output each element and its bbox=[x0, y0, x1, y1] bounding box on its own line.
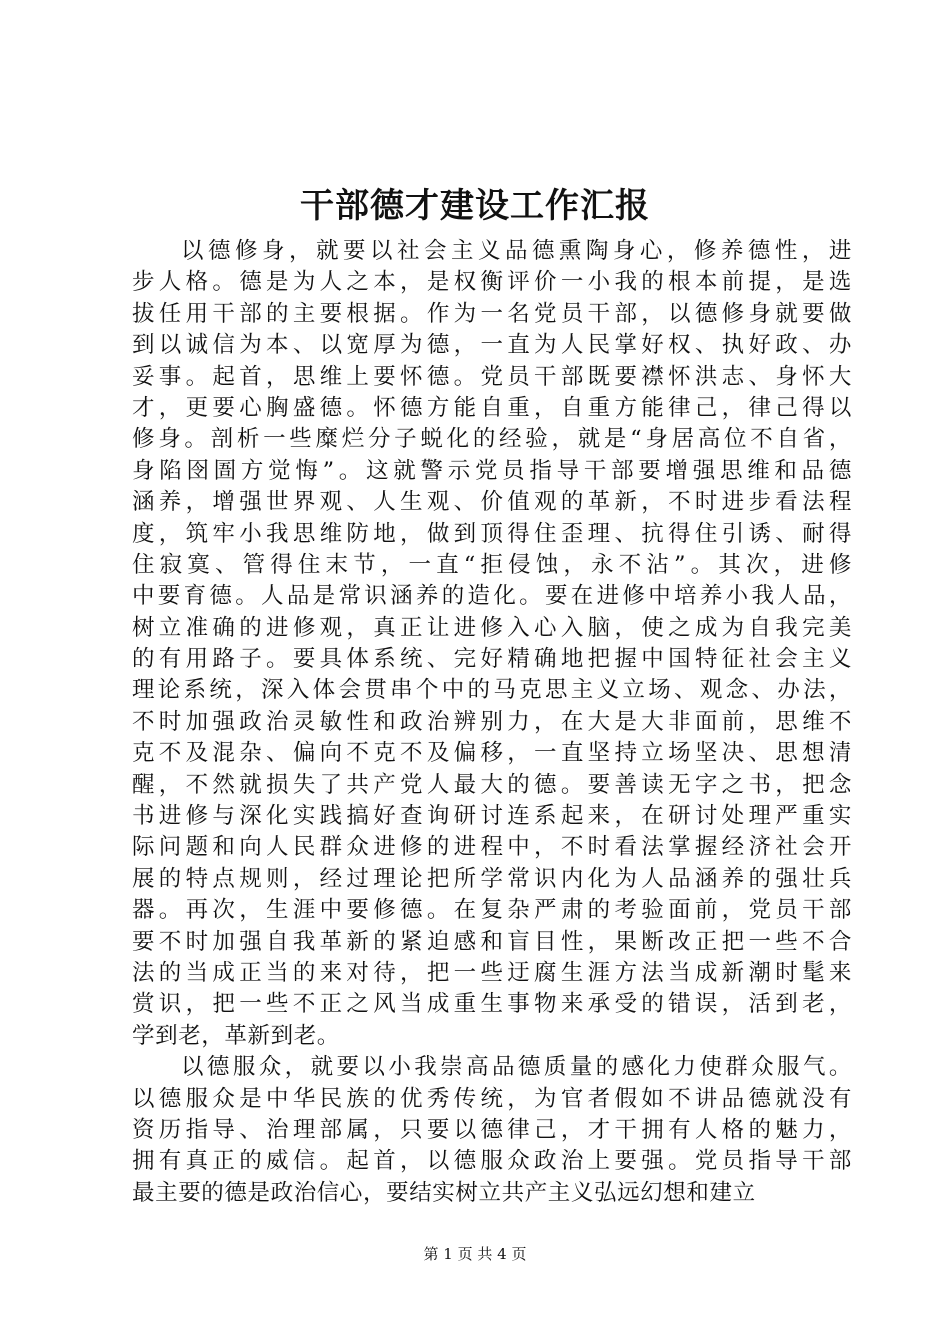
text-line: 步人格。德是为人之本，是权衡评价一小我的根本前提，是选 bbox=[132, 269, 852, 296]
document-title: 干部德才建设工作汇报 bbox=[300, 186, 650, 226]
text-line: 不时加强政治灵敏性和政治辨别力，在大是大非面前，思维不 bbox=[132, 708, 852, 735]
text-line: 赏识，把一些不正之风当成重生事物来承受的错误，活到老， bbox=[132, 991, 852, 1018]
text-line: 克不及混杂、偏向不克不及偏移，一直坚持立场坚决、思想清 bbox=[132, 740, 852, 767]
page-footer: 第 1 页 共 4 页 bbox=[423, 1245, 527, 1263]
text-line: 器。再次，生涯中要修德。在复杂严肃的考验面前，党员干部 bbox=[132, 897, 852, 924]
text-line: 度，筑牢小我思维防地，做到顶得住歪理、抗得住引诱、耐得 bbox=[132, 520, 852, 547]
text-line: 拔任用干部的主要根据。作为一名党员干部，以德修身就要做 bbox=[132, 300, 852, 327]
text-line: 到以诚信为本、以宽厚为德，一直为人民掌好权、执好政、办 bbox=[132, 332, 852, 359]
text-line: 要不时加强自我革新的紧迫感和盲目性，果断改正把一些不合 bbox=[132, 928, 852, 955]
text-line: 学到老，革新到老。 bbox=[132, 1022, 340, 1049]
text-line: 理论系统，深入体会贯串个中的马克思主义立场、观念、办法， bbox=[132, 677, 852, 704]
text-line: 涵养，增强世界观、人生观、价值观的革新，不时进步看法程 bbox=[132, 489, 852, 516]
text-line: 最主要的德是政治信心，要结实树立共产主义弘远幻想和建立 bbox=[132, 1179, 756, 1206]
text-line: 际问题和向人民群众进修的进程中，不时看法掌握经济社会开 bbox=[132, 834, 852, 861]
text-line: 的有用路子。要具体系统、完好精确地把握中国特征社会主义 bbox=[132, 646, 852, 673]
text-line: 醒，不然就损失了共产党人最大的德。要善读无字之书，把念 bbox=[132, 771, 852, 798]
text-line: 资历指导、治理部属，只要以德律己，才干拥有人格的魅力， bbox=[132, 1116, 852, 1143]
text-line: 以德修身，就要以社会主义品德熏陶身心，修养德性，进 bbox=[181, 238, 852, 264]
paragraph-2 bbox=[132, 1052, 852, 1209]
text-line: 修身。剖析一些糜烂分子蜕化的经验，就是“身居高位不自省， bbox=[132, 426, 852, 453]
text-line: 身陷囹圄方觉悔”。这就警示党员指导干部要增强思维和品德 bbox=[132, 457, 852, 484]
text-line: 妥事。起首，思维上要怀德。党员干部既要襟怀洪志、身怀大 bbox=[132, 363, 852, 390]
text-line: 展的特点规则，经过理论把所学常识内化为人品涵养的强壮兵 bbox=[132, 865, 852, 892]
text-line: 书进修与深化实践搞好查询研讨连系起来，在研讨处理严重实 bbox=[132, 803, 852, 830]
text-line: 住寂寞、管得住末节，一直“拒侵蚀，永不沾”。其次，进修 bbox=[132, 551, 852, 578]
text-line: 以德服众是中华民族的优秀传统，为官者假如不讲品德就没有 bbox=[132, 1085, 852, 1112]
paragraph-1 bbox=[132, 236, 852, 1052]
document-body bbox=[132, 236, 852, 1209]
text-line: 法的当成正当的来对待，把一些迂腐生涯方法当成新潮时髦来 bbox=[132, 959, 852, 986]
text-line: 才，更要心胸盛德。怀德方能自重，自重方能律己，律己得以 bbox=[132, 394, 852, 421]
text-line: 拥有真正的威信。起首，以德服众政治上要强。党员指导干部 bbox=[132, 1148, 852, 1175]
text-line: 树立准确的进修观，真正让进修入心入脑，使之成为自我完美 bbox=[132, 614, 852, 641]
text-line: 以德服众，就要以小我崇高品德质量的感化力使群众服气。 bbox=[181, 1054, 852, 1081]
text-line: 中要育德。人品是常识涵养的造化。要在进修中培养小我人品， bbox=[132, 583, 852, 610]
